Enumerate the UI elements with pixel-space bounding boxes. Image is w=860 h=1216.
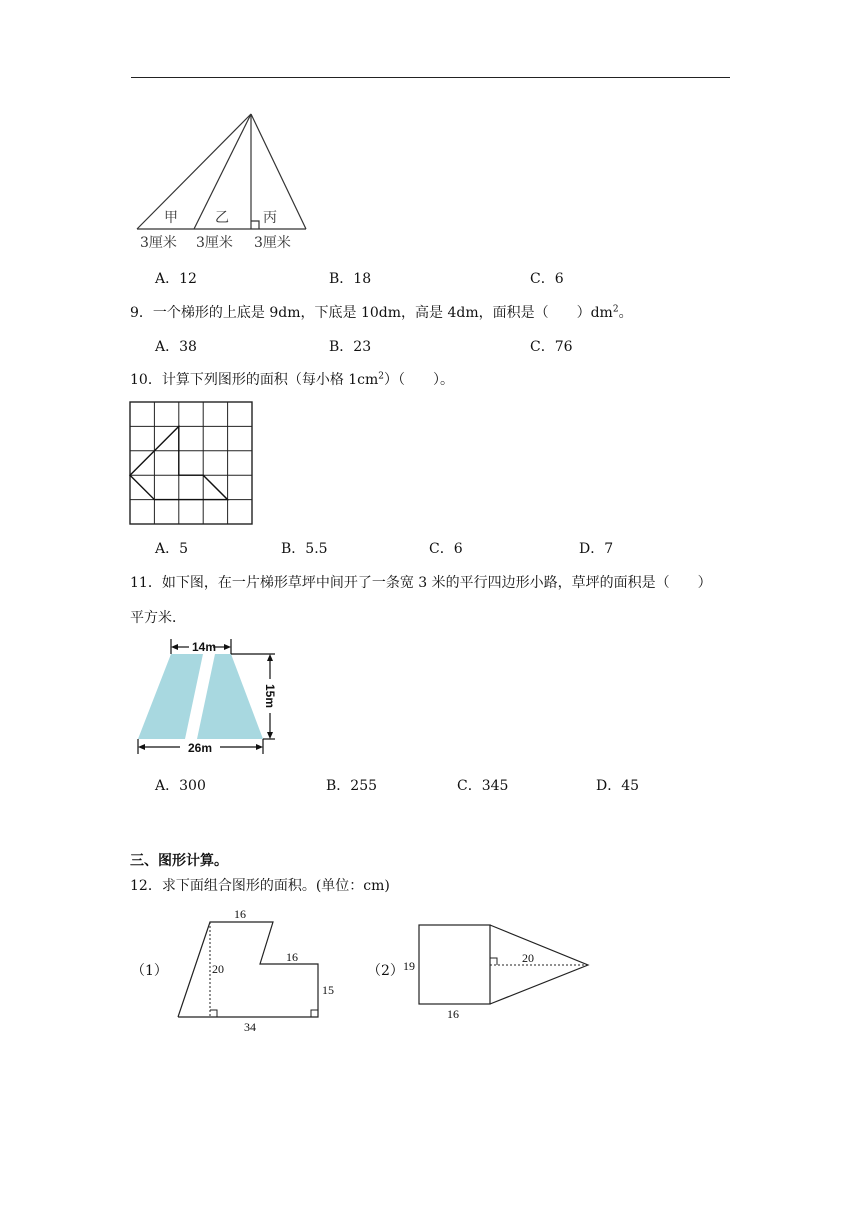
q8-triangle-figure: [130, 105, 320, 255]
fig2-triangle-height-label: 20: [522, 951, 534, 965]
q12-figure-2: [400, 918, 600, 1028]
q9-option-a[interactable]: A．38: [155, 339, 197, 355]
q8-option-a[interactable]: A．12: [155, 271, 197, 287]
q11-option-d[interactable]: D．45: [596, 778, 640, 794]
q9-option-c[interactable]: C．76: [530, 339, 573, 355]
fig1-height-label: 20: [212, 962, 224, 976]
q10-option-d[interactable]: D．7: [579, 541, 614, 557]
label-bing: 丙: [263, 210, 277, 226]
header-rule: [131, 77, 730, 78]
section-3-heading: 三、图形计算。: [130, 853, 228, 869]
q11-question-line1: 11．如下图，在一片梯形草坪中间开了一条宽 3 米的平行四边形小路，草坪的面积是（ ）: [130, 575, 712, 591]
q10-grid-figure: [129, 401, 253, 525]
q12-figure-1: [175, 906, 335, 1036]
fig1-step-width-label: 16: [286, 950, 298, 964]
fig1-tag: （1）: [131, 963, 168, 979]
q11-question-line2: 平方米．: [130, 610, 186, 626]
top-base-label: 14m: [192, 640, 217, 654]
q8-option-b[interactable]: B．18: [329, 271, 372, 287]
q11-option-c[interactable]: C．345: [457, 778, 509, 794]
fig2-bottom-label: 16: [447, 1007, 459, 1021]
fig1-bottom-width-label: 34: [244, 1020, 256, 1034]
q11-option-a[interactable]: A．300: [155, 778, 206, 794]
q11-trapezoid-figure: [133, 637, 283, 762]
q10-option-b[interactable]: B．5.5: [281, 541, 328, 557]
q10-option-c[interactable]: C．6: [429, 541, 463, 557]
q12-question: 12．求下面组合图形的面积。(单位：cm): [130, 878, 390, 894]
fig2-tag: （2）: [367, 963, 404, 979]
fig1-right-height-label: 15: [322, 983, 334, 997]
q11-option-b[interactable]: B．255: [326, 778, 378, 794]
q10-option-a[interactable]: A．5: [155, 541, 189, 557]
fig2-side-label: 19: [403, 959, 415, 973]
segment-label-3: 3厘米: [254, 235, 291, 251]
q8-option-c[interactable]: C．6: [530, 271, 564, 287]
segment-label-1: 3厘米: [140, 235, 177, 251]
q10-question: 10．计算下列图形的面积（每小格 $1cm^2$）（ ）。: [130, 371, 455, 388]
height-label: 15m: [263, 684, 277, 709]
segment-label-2: 3厘米: [196, 235, 233, 251]
q9-question: 9．一个梯形的上底是 9dm，下底是 10dm，高是 4dm，面积是（ ）$dm^2$。: [130, 304, 633, 321]
label-jia: 甲: [164, 210, 178, 226]
q9-option-b[interactable]: B．23: [329, 339, 372, 355]
fig1-top-width-label: 16: [234, 907, 246, 921]
label-yi: 乙: [215, 210, 229, 226]
bottom-base-label: 26m: [188, 741, 213, 755]
